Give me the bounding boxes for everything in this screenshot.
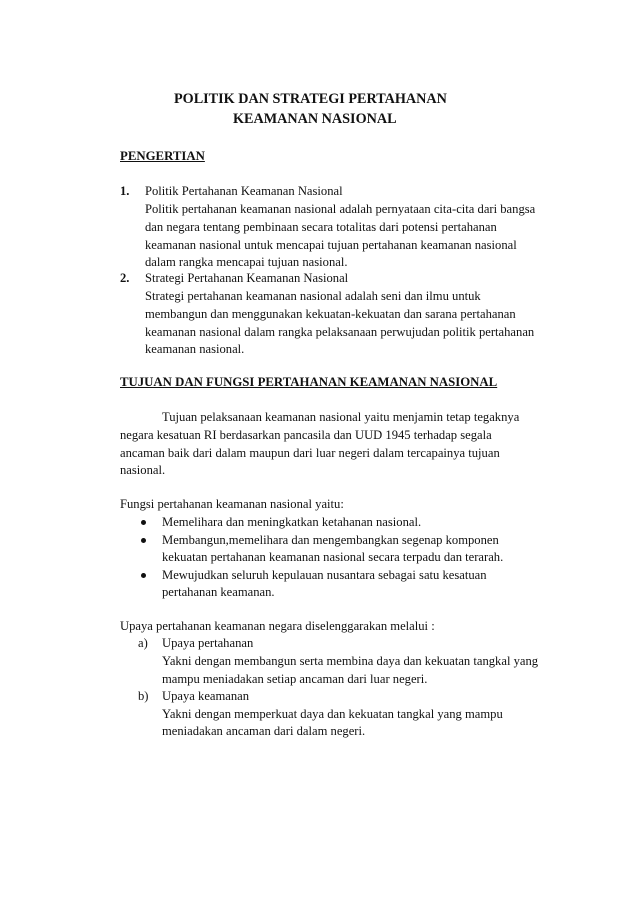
upaya-intro: Upaya pertahanan keamanan negara diselenggarakan melalui :	[120, 619, 435, 633]
list-marker: b)	[138, 689, 149, 703]
bullet-item-line: pertahanan keamanan.	[162, 585, 275, 599]
paragraph-line: keamanan nasional.	[145, 342, 245, 356]
bullet-item-line: Memelihara dan meningkatkan ketahanan nasional.	[162, 515, 422, 529]
paragraph-line: Strategi pertahanan keamanan nasional adalah seni dan ilmu untuk	[145, 289, 481, 303]
paragraph-line: keamanan nasional dalam rangka pelaksanaan perwujudan politik pertahanan	[145, 325, 535, 339]
document-title-line-1: POLITIK DAN STRATEGI PERTAHANAN	[174, 91, 447, 107]
section-heading-pengertian: PENGERTIAN	[120, 149, 205, 163]
paragraph-line: negara kesatuan RI berdasarkan pancasila dan UUD 1945 terhadap segala	[120, 428, 492, 442]
list-number: 2.	[120, 271, 130, 285]
paragraph-line: nasional.	[120, 463, 166, 477]
fungsi-intro: Fungsi pertahanan keamanan nasional yaitu:	[120, 497, 344, 511]
list-item-title: Strategi Pertahanan Keamanan Nasional	[145, 271, 349, 285]
list-item-title: Politik Pertahanan Keamanan Nasional	[145, 184, 343, 198]
paragraph-line: keamanan nasional untuk mencapai tujuan pertahanan keamanan nasional	[145, 238, 517, 252]
list-item-title: Upaya keamanan	[162, 689, 250, 703]
paragraph-line: meniadakan ancaman dari dalam negeri.	[162, 724, 366, 738]
paragraph-line: Yakni dengan memperkuat daya dan kekuatan tangkal yang mampu	[162, 707, 503, 721]
paragraph-line: ancaman baik dari dalam maupun dari luar negeri dalam tercapainya tujuan	[120, 446, 500, 460]
bullet-item-line: Membangun,memelihara dan mengembangkan segenap komponen	[162, 533, 499, 547]
bullet-item-line: Mewujudkan seluruh kepulauan nusantara sebagai satu kesatuan	[162, 568, 487, 582]
bullet-icon	[141, 538, 146, 543]
bullet-icon	[141, 520, 146, 525]
paragraph-line: Tujuan pelaksanaan keamanan nasional yaitu menjamin tetap tegaknya	[162, 410, 520, 424]
list-item-title: Upaya pertahanan	[162, 636, 254, 650]
bullet-icon	[141, 573, 146, 578]
document-title-line-2: KEAMANAN NASIONAL	[233, 111, 397, 127]
paragraph-line: membangun dan menggunakan kekuatan-kekuatan dan sarana pertahanan	[145, 307, 516, 321]
bullet-item-line: kekuatan pertahanan keamanan nasional secara terpadu dan terarah.	[162, 550, 504, 564]
paragraph-line: dan negara tentang pembinaan secara totalitas dari potensi pertahanan	[145, 220, 497, 234]
section-heading-tujuan: TUJUAN DAN FUNGSI PERTAHANAN KEAMANAN NASIONAL	[120, 375, 498, 389]
paragraph-line: mampu meniadakan setiap ancaman dari luar negeri.	[162, 672, 428, 686]
paragraph-line: dalam rangka mencapai tujuan nasional.	[145, 255, 348, 269]
paragraph-line: Yakni dengan membangun serta membina daya dan kekuatan tangkal yang	[162, 654, 539, 668]
list-number: 1.	[120, 184, 130, 198]
list-marker: a)	[138, 636, 148, 650]
paragraph-line: Politik pertahanan keamanan nasional adalah pernyataan cita-cita dari bangsa	[145, 202, 536, 216]
